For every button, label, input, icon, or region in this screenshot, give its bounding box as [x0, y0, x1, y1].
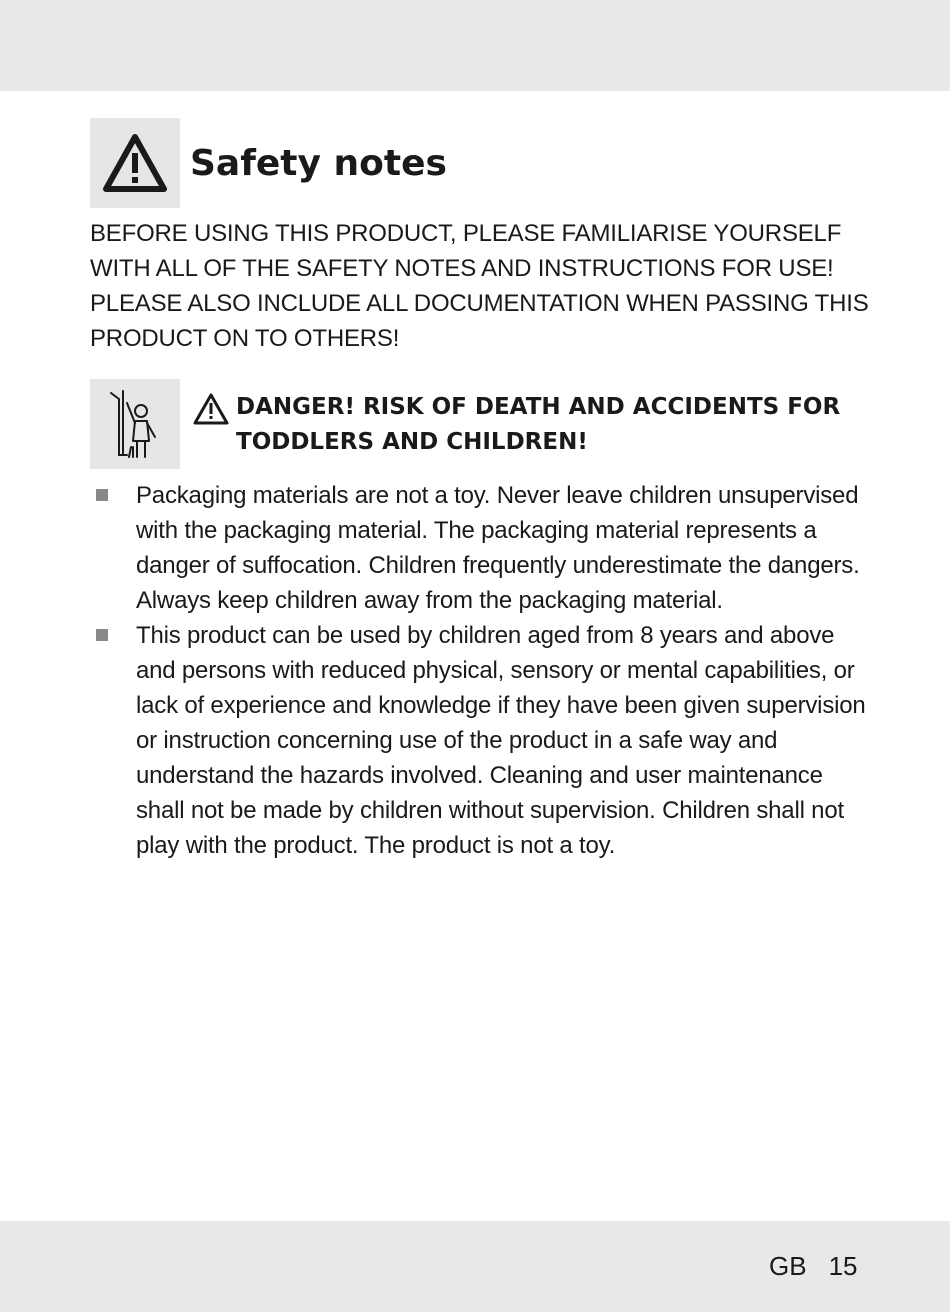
title-icon-box [90, 118, 180, 208]
square-bullet-icon [96, 489, 108, 501]
language-code: GB [769, 1251, 807, 1281]
warning-triangle-icon [102, 133, 168, 193]
page-title: Safety notes [190, 143, 447, 184]
square-bullet-icon [96, 629, 108, 641]
child-safety-icon-box [90, 379, 180, 469]
danger-warning-icon [192, 392, 230, 426]
child-safety-icon [105, 385, 167, 463]
page-number: 15 [828, 1251, 858, 1281]
list-item [90, 478, 870, 618]
safety-bullet-list [90, 478, 870, 863]
page-footer [769, 1248, 858, 1284]
list-item [90, 618, 870, 863]
intro-warning-text: BEFORE USING THIS PRODUCT, PLEASE FAMILIARISE YOURSELF WITH ALL OF THE SAFETY NOTES AND INSTRUCTIONS FOR USE! PLEASE ALSO INCLUDE ALL DOCUMENTATION WHEN PASSING THIS PRODUCT ON TO OTHERS! [90, 220, 869, 352]
list-item-text: Packaging materials are not a toy. Never leave children unsupervised with the packaging material. The packaging material represents a danger of suffocation. Children frequently underestimate the dangers. Always keep children away from the packaging material. [136, 482, 860, 614]
danger-heading: DANGER! RISK OF DEATH AND ACCIDENTS FOR TODDLERS AND CHILDREN! [236, 394, 841, 455]
top-band [0, 0, 950, 91]
list-item-text: This product can be used by children aged from 8 years and above and persons with reduced physical, sensory or mental capabilities, or lack of experience and knowledge if they have been given supervision or instruction concerning use of the product in a safe way and understand the hazards involved. Cleaning and user maintenance shall not be made by children without supervision. Children shall not play with the product. The product is not a toy. [136, 622, 866, 859]
